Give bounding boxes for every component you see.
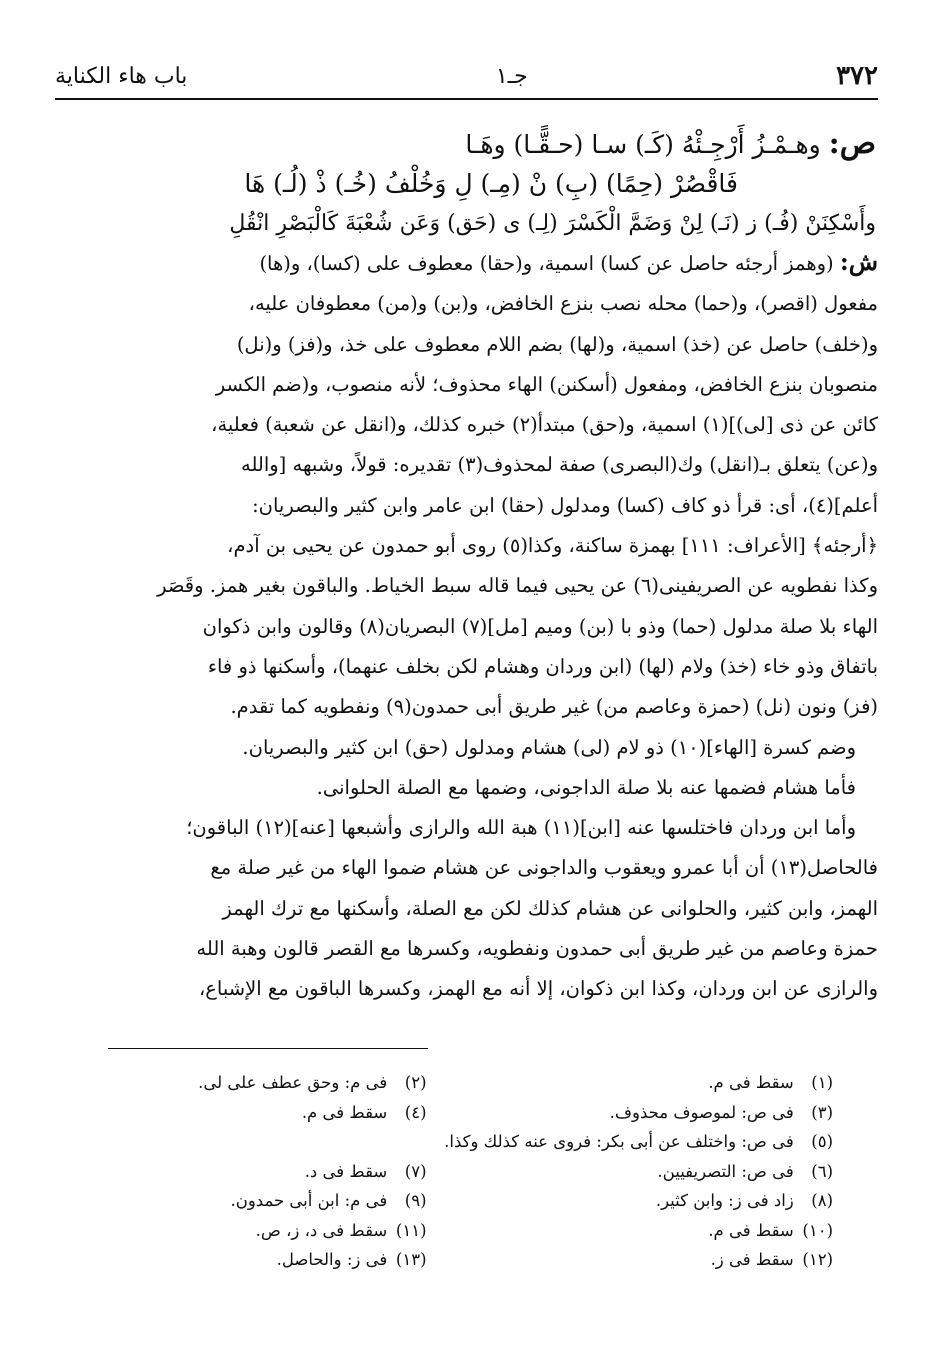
verse-line-3 [58, 204, 876, 244]
header-divider [55, 98, 878, 100]
footnote-9: (٩) فى م: ابن أبى حمدون. [230, 1191, 427, 1210]
footnote-7: (٧) سقط فى د. [304, 1161, 427, 1181]
verse-text-3: وأَسْكِنَنْ (فُـ) ز (نَـ) لِنْ وَضَمَّ الْكَسْرَ (لِـ) ى (حَق) وَعَن شُعْبَةَ كَالْبَصْرِ انْقُلِ [229, 211, 876, 236]
verse-line-1 [58, 124, 876, 165]
commentary-line: فالحاصل(١٣) أن أبا عمرو ويعقوب والداجونى عن هشام ضموا الهاء من غير صلة مع [210, 856, 878, 880]
verse-text-2: فَاقْصُرْ (حِمًا) (بِ) نْ (مِـ) لِ وَخُلْفُ (خُـ) ذْ (لُـ) هَا [244, 169, 738, 198]
footnote-3: (٣) فى ص: لموصوف محذوف. [609, 1102, 833, 1122]
commentary-line: ﴿أرجئه﴾ [الأعراف: ١١١] بهمزة ساكنة، وكذا(٥) روى أبو حمدون عن يحيى بن آدم، [227, 534, 878, 558]
commentary-line: منصوبان بنزع الخافض، ومفعول (أسكنن) الهاء محذوف؛ لأنه منصوب، و(ضم الكسر [215, 372, 878, 396]
footnote-8: (٨) زاد فى ز: وابن كثير. [655, 1191, 833, 1210]
commentary-line: و(عن) يتعلق بـ(انقل) وك(البصرى) صفة لمحذوف(٣) تقديره: قولاً، وشبهه [والله [241, 453, 878, 477]
volume-label: جـ١ [495, 63, 528, 89]
page-header [55, 58, 878, 94]
verse-line-2 [58, 164, 738, 204]
footnote-divider [108, 1048, 428, 1049]
commentary-line: أعلم](٤)، أى: قرأ ذو كاف (كسا) ومدلول (حقا) ابن عامر وابن كثير والبصريان: [252, 493, 878, 517]
verse-text-1: وهـمْـزُ أَرْجِـئْهُ (كَـ) سـا (حـقًّـا) وهَـا [465, 130, 821, 159]
footnote-2: (٢) فى م: وحق عطف على لى. [198, 1073, 427, 1092]
verse-label: ص: [828, 126, 876, 161]
commentary-line: حمزة وعاصم من غير طريق أبى حمدون ونفطويه، وكسرها مع القصر قالون وهبة الله [196, 937, 878, 961]
footnote-12: (١٢) سقط فى ز. [710, 1250, 833, 1269]
commentary-line: الهاء بلا صلة مدلول (حما) وذو با (بن) وميم [مل](٧) البصريان(٨) وقالون وابن ذكوان [202, 614, 878, 638]
footnote-4: (٤) سقط فى م. [301, 1102, 427, 1122]
commentary-label: ش: [839, 247, 878, 276]
footnote-10: (١٠) سقط فى م. [708, 1220, 833, 1240]
commentary-line: باتفاق وذو خاء (خذ) ولام (لها) (ابن وردان وهشام لكن بخلف عنهما)، وأسكنها ذو فاء [207, 654, 878, 678]
commentary-paragraph: فأما هشام فضمها عنه بلا صلة الداجونى، وضمها مع الصلة الحلوانى. [316, 775, 856, 799]
footnote-13: (١٣) فى ز: والحاصل. [276, 1250, 427, 1269]
commentary-paragraph: وضم كسرة [الهاء](١٠) ذو لام (لى) هشام ومدلول (حق) ابن كثير والبصريان. [242, 735, 856, 759]
footnote-11: (١١) سقط فى د، ز، ص. [255, 1220, 427, 1240]
footnote-6: (٦) فى ص: التصريفيين. [657, 1161, 833, 1181]
footnote-1: (١) سقط فى م. [708, 1073, 833, 1092]
commentary-line: و(خلف) حاصل عن (خذ) اسمية، و(لها) بضم اللام معطوف على خذ، و(فز) و(نل) [236, 332, 878, 356]
commentary-line: وكذا نفطويه عن الصريفينى(٦) عن يحيى فيما قاله سبط الخياط. والباقون بغير همز. وقَصَر [157, 574, 878, 598]
chapter-title: باب هاء الكناية [55, 63, 188, 89]
commentary-line: (فز) ونون (نل) (حمزة وعاصم من) غير طريق أبى حمدون(٩) ونفطويه كما تقدم. [230, 695, 878, 719]
commentary-body [58, 242, 878, 1010]
commentary-line: والرازى عن ابن وردان، وكذا ابن ذكوان، إلا أنه مع الهمز، وكسرها الباقون مع الإشباع، [198, 977, 878, 1001]
footnotes [60, 1068, 833, 1275]
footnote-5: (٥) فى ص: واختلف عن أبى بكر: فروى عنه كذلك وكذا. [444, 1132, 833, 1151]
commentary-line: الهمز، وابن كثير، والحلوانى عن هشام كذلك لكن مع الصلة، وأسكنها مع ترك الهمز [222, 896, 878, 920]
commentary-line: كائن عن ذى [لى)](١) اسمية، و(حق) مبتدأ(٢) خبره كذلك، و(انقل عن شعبة) فعلية، [211, 413, 878, 437]
page-number: ٣٧٢ [836, 61, 878, 91]
commentary-line: ش: (وهمز أرجئه حاصل عن كسا) اسمية، و(حقا) معطوف على (كسا)، و(ها) [259, 247, 878, 276]
commentary-line: مفعول (اقصر)، و(حما) محله نصب بنزع الخافض، و(بن) و(من) معطوفان عليه، [248, 292, 878, 316]
commentary-line: وأما ابن وردان فاختلسها عنه [ابن](١١) هبة الله والرازى وأشبعها [عنه](١٢) الباقون؛ [186, 816, 856, 840]
